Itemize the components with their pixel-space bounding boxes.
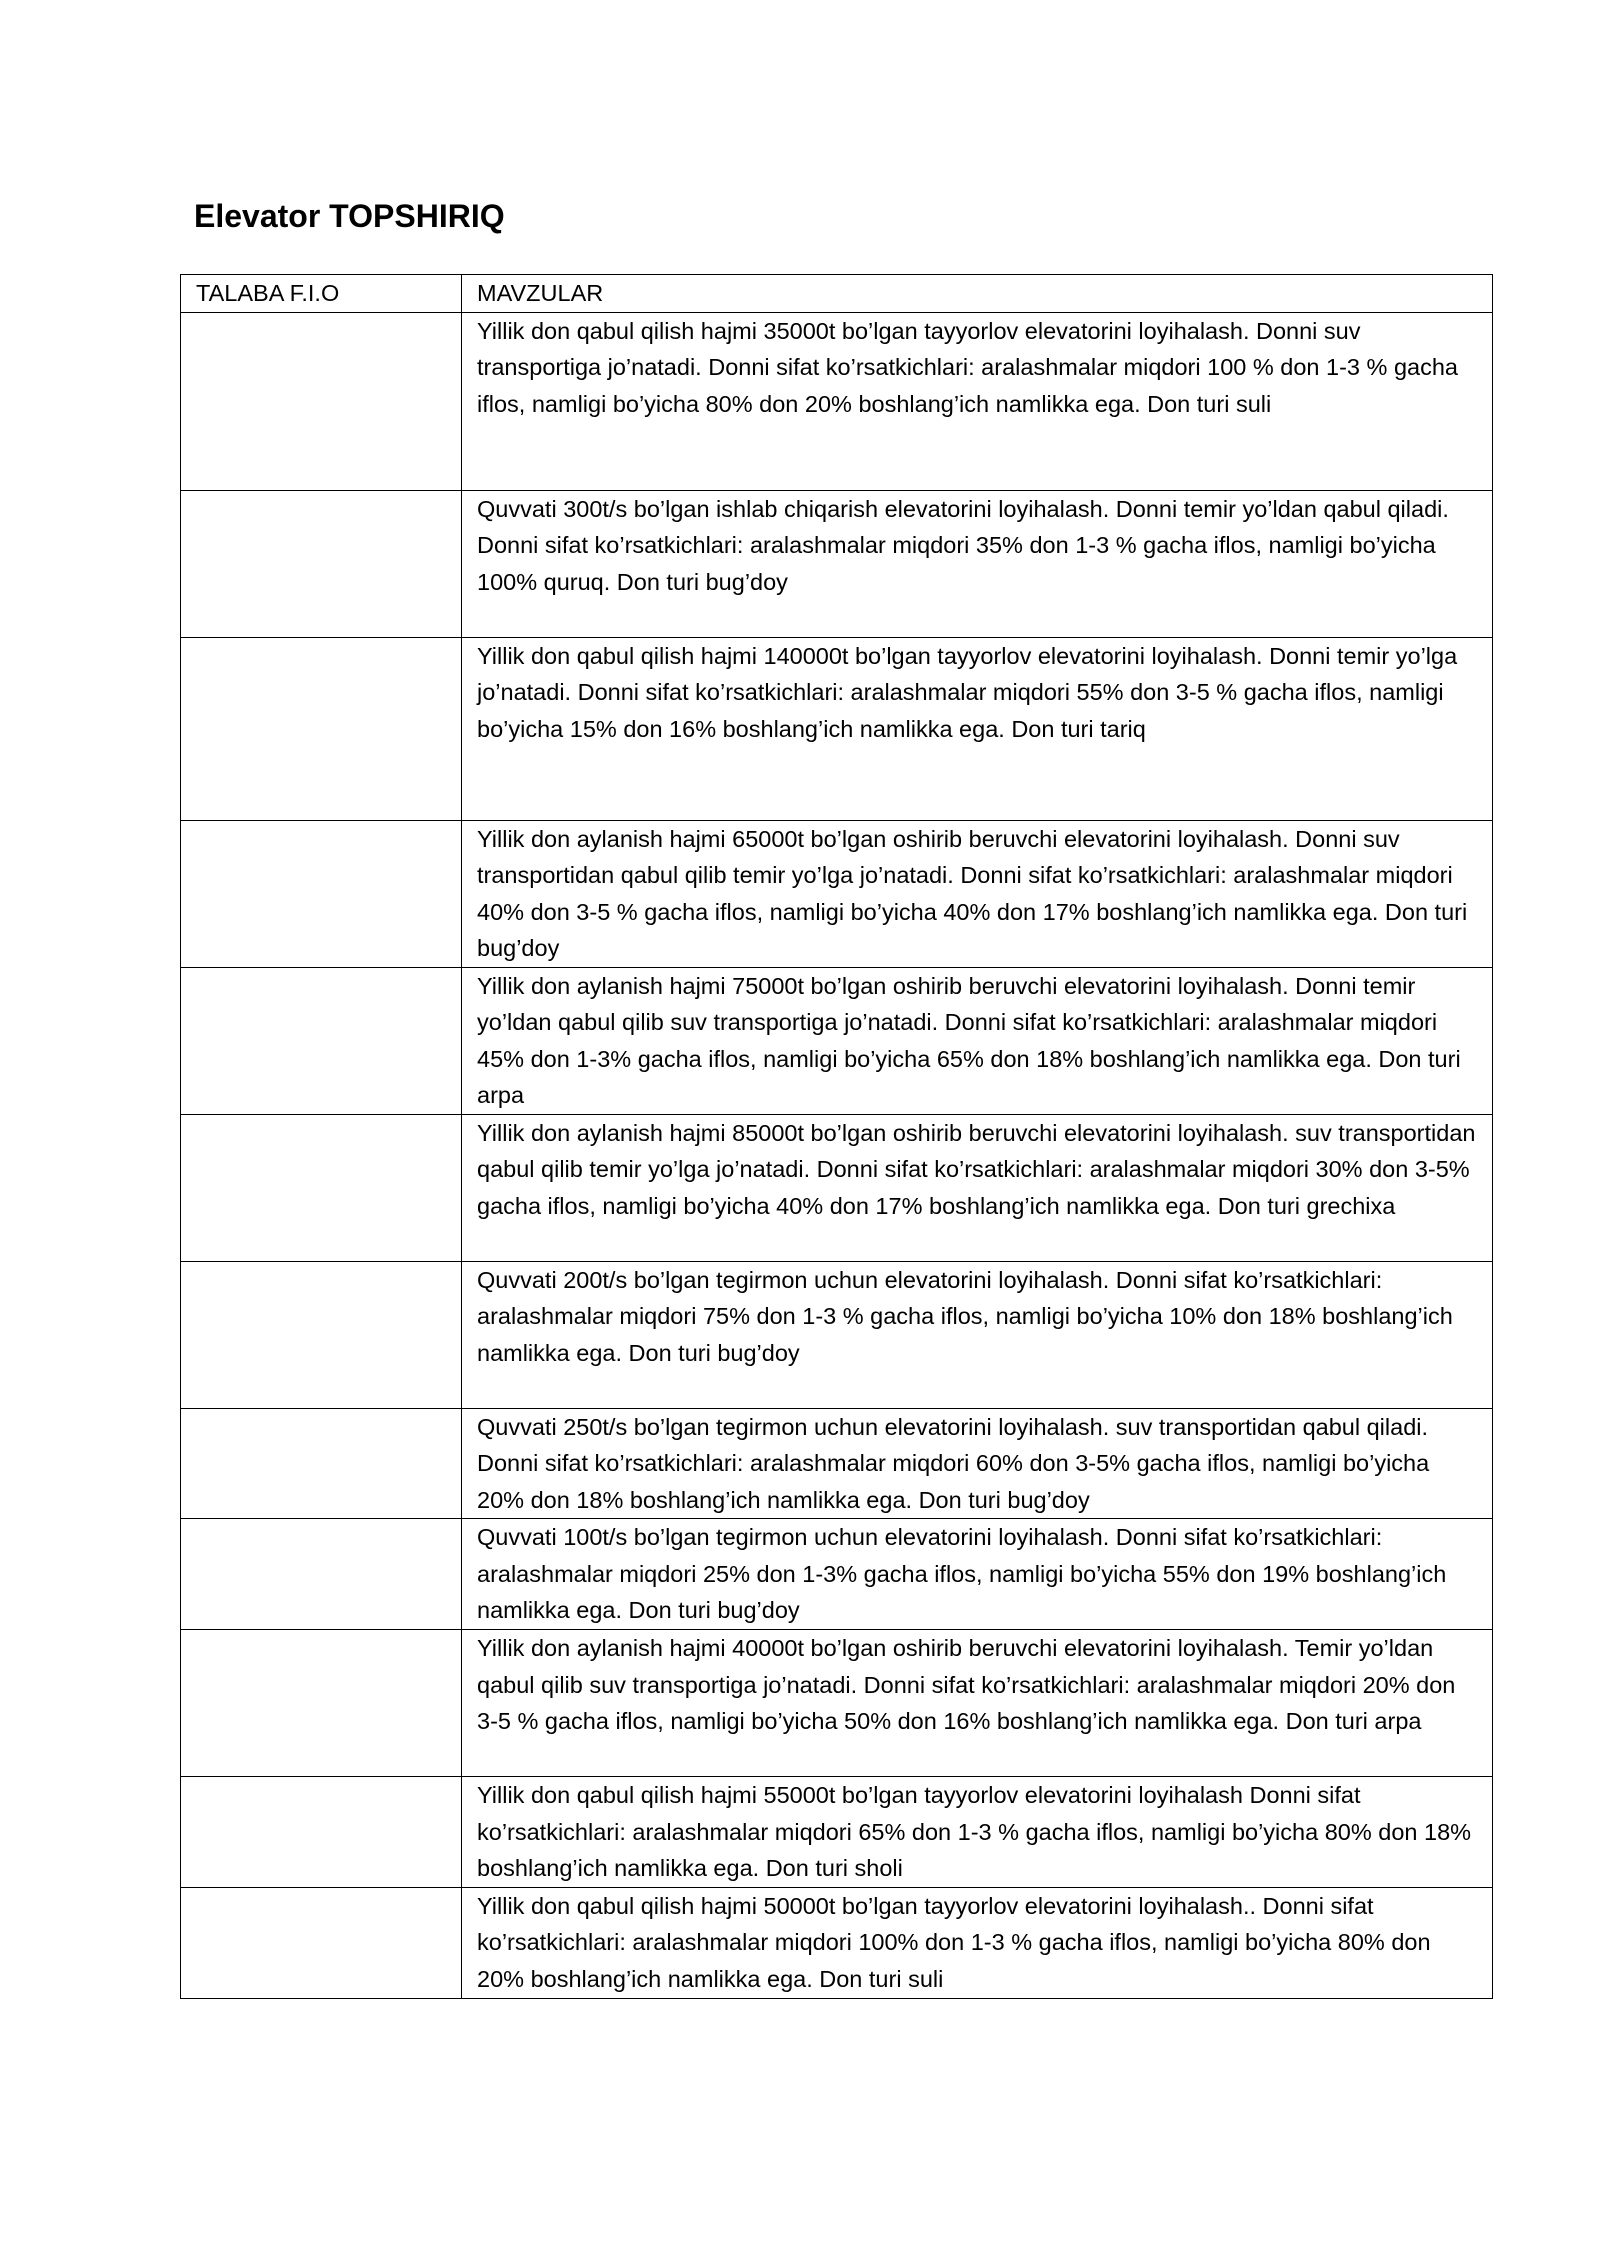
topic-text: Yillik don qabul qilish hajmi 140000t bo’lgan tayyorlov elevatorini loyihalash. Donni temir yo’lga jo’natadi. Donni sifat ko’rsatkichlari: aralashmalar miqdori 55% don 3-5 % gacha iflos, namligi bo’yicha 15% don 16% boshlang’ich namlikka ega. Don turi tariq	[477, 642, 1458, 742]
topic-cell	[462, 1408, 1493, 1519]
student-cell[interactable]	[181, 1408, 462, 1519]
topic-cell	[462, 1114, 1493, 1261]
table-row	[181, 1777, 1493, 1888]
student-cell[interactable]	[181, 820, 462, 967]
topic-cell	[462, 967, 1493, 1114]
table-row	[181, 1519, 1493, 1630]
table-row	[181, 637, 1493, 820]
topic-text: Yillik don qabul qilish hajmi 35000t bo’lgan tayyorlov elevatorini loyihalash. Donni suv transportiga jo’natadi. Donni sifat ko’rsatkichlari: aralashmalar miqdori 100 % don 1-3 % gacha iflos, namligi bo’yicha 80% don 20% boshlang’ich namlikka ega. Don turi suli	[477, 317, 1458, 417]
table-row	[181, 1261, 1493, 1408]
table-row	[181, 490, 1493, 637]
student-cell[interactable]	[181, 1261, 462, 1408]
topic-text: Quvvati 250t/s bo’lgan tegirmon uchun elevatorini loyihalash. suv transportidan qabul qiladi. Donni sifat ko’rsatkichlari: aralashmalar miqdori 60% don 3-5% gacha iflos, namligi bo’yicha 20% don 18% boshlang’ich namlikka ega. Don turi bug’doy	[477, 1413, 1430, 1513]
topic-cell	[462, 490, 1493, 637]
student-cell[interactable]	[181, 312, 462, 490]
student-cell[interactable]	[181, 1114, 462, 1261]
topic-cell	[462, 1630, 1493, 1777]
table-row	[181, 312, 1493, 490]
table-header-row	[181, 275, 1493, 313]
topic-text: Quvvati 300t/s bo’lgan ishlab chiqarish elevatorini loyihalash. Donni temir yo’ldan qabul qiladi. Donni sifat ko’rsatkichlari: aralashmalar miqdori 35% don 1-3 % gacha iflos, namligi bo’yicha 100% quruq. Don turi bug’doy	[477, 495, 1449, 595]
topic-text: Yillik don aylanish hajmi 75000t bo’lgan oshirib beruvchi elevatorini loyihalash. Donni temir yo’ldan qabul qilib suv transportiga jo’natadi. Donni sifat ko’rsatkichlari: aralashmalar miqdori 45% don 1-3% gacha iflos, namligi bo’yicha 65% don 18% boshlang’ich namlikka ega. Don turi arpa	[477, 972, 1461, 1108]
topic-cell	[462, 637, 1493, 820]
table-row	[181, 820, 1493, 967]
student-cell[interactable]	[181, 1630, 462, 1777]
header-topics: MAVZULAR	[462, 275, 1493, 313]
topic-text: Yillik don aylanish hajmi 40000t bo’lgan oshirib beruvchi elevatorini loyihalash. Temir yo’ldan qabul qilib suv transportiga jo’natadi. Donni sifat ko’rsatkichlari: aralashmalar miqdori 20% don 3-5 % gacha iflos, namligi bo’yicha 50% don 16% boshlang’ich namlikka ega. Don turi arpa	[477, 1635, 1456, 1734]
student-cell[interactable]	[181, 1887, 462, 1998]
topic-text: Yillik don aylanish hajmi 85000t bo’lgan oshirib beruvchi elevatorini loyihalash. suv transportidan qabul qilib temir yo’lga jo’natadi. Donni sifat ko’rsatkichlari: aralashmalar miqdori 30% don 3-5% gacha iflos, namligi bo’yicha 40% don 17% boshlang’ich namlikka ega. Don turi grechixa	[477, 1119, 1476, 1219]
topic-text: Yillik don qabul qilish hajmi 55000t bo’lgan tayyorlov elevatorini loyihalash Donni sifat ko’rsatkichlari: aralashmalar miqdori 65% don 1-3 % gacha iflos, namligi bo’yicha 80% don 18% boshlang’ich namlikka ega. Don turi sholi	[477, 1782, 1472, 1881]
student-cell[interactable]	[181, 967, 462, 1114]
header-student: TALABA F.I.O	[181, 275, 462, 313]
student-cell[interactable]	[181, 1519, 462, 1630]
table-row	[181, 967, 1493, 1114]
topic-cell	[462, 1777, 1493, 1888]
topic-text: Yillik don aylanish hajmi 65000t bo’lgan oshirib beruvchi elevatorini loyihalash. Donni suv transportidan qabul qilib temir yo’lga jo’natadi. Donni sifat ko’rsatkichlari: aralashmalar miqdori 40% don 3-5 % gacha iflos, namligi bo’yicha 40% don 17% boshlang’ich namlikka ega. Don turi bug’doy	[477, 825, 1468, 961]
topic-cell	[462, 1519, 1493, 1630]
student-cell[interactable]	[181, 490, 462, 637]
topic-cell	[462, 1887, 1493, 1998]
table-row	[181, 1630, 1493, 1777]
assignment-table	[180, 274, 1493, 1999]
page-title: Elevator TOPSHIRIQ	[194, 198, 505, 234]
topic-text: Quvvati 100t/s bo’lgan tegirmon uchun elevatorini loyihalash. Donni sifat ko’rsatkichlari: aralashmalar miqdori 25% don 1-3% gacha iflos, namligi bo’yicha 55% don 19% boshlang’ich namlikka ega. Don turi bug’doy	[477, 1524, 1447, 1623]
student-cell[interactable]	[181, 1777, 462, 1888]
topic-cell	[462, 1261, 1493, 1408]
table-row	[181, 1114, 1493, 1261]
topic-text: Quvvati 200t/s bo’lgan tegirmon uchun elevatorini loyihalash. Donni sifat ko’rsatkichlari: aralashmalar miqdori 75% don 1-3 % gacha iflos, namligi bo’yicha 10% don 18% boshlang’ich namlikka ega. Don turi bug’doy	[477, 1266, 1453, 1366]
topic-text: Yillik don qabul qilish hajmi 50000t bo’lgan tayyorlov elevatorini loyihalash.. Donni sifat ko’rsatkichlari: aralashmalar miqdori 100% don 1-3 % gacha iflos, namligi bo’yicha 80% don 20% boshlang’ich namlikka ega. Don turi suli	[477, 1892, 1431, 1992]
topic-cell	[462, 820, 1493, 967]
table-row	[181, 1887, 1493, 1998]
topic-cell	[462, 312, 1493, 490]
student-cell[interactable]	[181, 637, 462, 820]
table-row	[181, 1408, 1493, 1519]
